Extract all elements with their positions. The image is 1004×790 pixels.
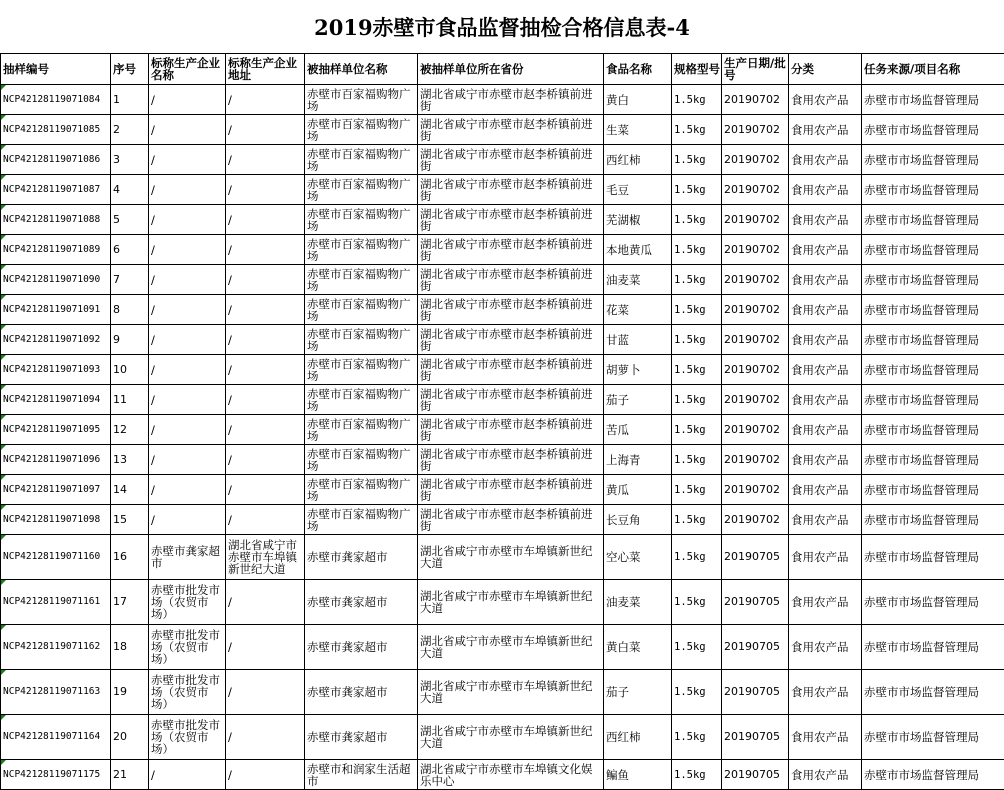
table-row: [1, 355, 1004, 385]
cell-unit-addr: 湖北省咸宁市赤壁市赵李桥镇前进街: [418, 205, 604, 235]
cell-date: 20190705: [722, 535, 789, 580]
cell-code: NCP42128119071084: [1, 85, 111, 115]
cell-no: 19: [111, 670, 149, 715]
cell-unit: 赤壁市百家福购物广场: [305, 385, 418, 415]
header-cell: 食品名称: [604, 54, 672, 85]
cell-date: 20190705: [722, 625, 789, 670]
cell-no: 11: [111, 385, 149, 415]
cell-mfr-addr: /: [226, 205, 305, 235]
table-row: [1, 535, 1004, 580]
cell-food: 上海青: [604, 445, 672, 475]
cell-unit-addr: 湖北省咸宁市赤壁市赵李桥镇前进街: [418, 385, 604, 415]
cell-no: 14: [111, 475, 149, 505]
cell-unit: 赤壁市百家福购物广场: [305, 505, 418, 535]
cell-spec: 1.5kg: [672, 115, 722, 145]
cell-date: 20190702: [722, 85, 789, 115]
cell-unit: 赤壁市百家福购物广场: [305, 355, 418, 385]
cell-unit-addr: 湖北省咸宁市赤壁市车埠镇新世纪大道: [418, 715, 604, 760]
header-cell: 被抽样单位所在省份: [418, 54, 604, 85]
cell-date: 20190702: [722, 475, 789, 505]
cell-mfr: /: [149, 235, 226, 265]
cell-no: 1: [111, 85, 149, 115]
cell-unit: 赤壁市龚家超市: [305, 625, 418, 670]
header-cell: 任务来源/项目名称: [862, 54, 1004, 85]
cell-source: 赤壁市市场监督管理局: [862, 265, 1004, 295]
cell-source: 赤壁市市场监督管理局: [862, 715, 1004, 760]
cell-source: 赤壁市市场监督管理局: [862, 670, 1004, 715]
cell-unit-addr: 湖北省咸宁市赤壁市赵李桥镇前进街: [418, 175, 604, 205]
cell-mfr-addr: /: [226, 580, 305, 625]
header-row: [1, 54, 1004, 85]
table-row: [1, 385, 1004, 415]
cell-source: 赤壁市市场监督管理局: [862, 235, 1004, 265]
cell-unit: 赤壁市百家福购物广场: [305, 265, 418, 295]
cell-category: 食用农产品: [789, 295, 862, 325]
cell-date: 20190702: [722, 355, 789, 385]
cell-food: 茄子: [604, 385, 672, 415]
cell-no: 4: [111, 175, 149, 205]
cell-mfr: 赤壁市批发市场（农贸市场）: [149, 670, 226, 715]
cell-spec: 1.5kg: [672, 670, 722, 715]
cell-source: 赤壁市市场监督管理局: [862, 85, 1004, 115]
cell-unit-addr: 湖北省咸宁市赤壁市赵李桥镇前进街: [418, 325, 604, 355]
cell-unit: 赤壁市百家福购物广场: [305, 415, 418, 445]
cell-category: 食用农产品: [789, 535, 862, 580]
cell-code: NCP42128119071089: [1, 235, 111, 265]
cell-mfr: 赤壁市批发市场（农贸市场）: [149, 715, 226, 760]
cell-category: 食用农产品: [789, 205, 862, 235]
cell-spec: 1.5kg: [672, 385, 722, 415]
cell-source: 赤壁市市场监督管理局: [862, 535, 1004, 580]
cell-food: 胡萝卜: [604, 355, 672, 385]
header-cell: 被抽样单位名称: [305, 54, 418, 85]
cell-spec: 1.5kg: [672, 715, 722, 760]
cell-food: 芜湖椒: [604, 205, 672, 235]
cell-mfr: /: [149, 445, 226, 475]
cell-source: 赤壁市市场监督管理局: [862, 415, 1004, 445]
cell-date: 20190702: [722, 235, 789, 265]
cell-source: 赤壁市市场监督管理局: [862, 115, 1004, 145]
cell-spec: 1.5kg: [672, 505, 722, 535]
cell-category: 食用农产品: [789, 385, 862, 415]
cell-unit: 赤壁市百家福购物广场: [305, 145, 418, 175]
table-row: [1, 325, 1004, 355]
header-cell: 标称生产企业名称: [149, 54, 226, 85]
cell-no: 16: [111, 535, 149, 580]
cell-mfr-addr: /: [226, 415, 305, 445]
cell-category: 食用农产品: [789, 670, 862, 715]
cell-spec: 1.5kg: [672, 580, 722, 625]
cell-food: 西红柿: [604, 715, 672, 760]
cell-source: 赤壁市市场监督管理局: [862, 625, 1004, 670]
header-cell: 序号: [111, 54, 149, 85]
cell-code: NCP42128119071163: [1, 670, 111, 715]
cell-unit: 赤壁市百家福购物广场: [305, 445, 418, 475]
cell-spec: 1.5kg: [672, 325, 722, 355]
table-row: [1, 115, 1004, 145]
cell-food: 花菜: [604, 295, 672, 325]
cell-category: 食用农产品: [789, 325, 862, 355]
cell-category: 食用农产品: [789, 445, 862, 475]
cell-no: 7: [111, 265, 149, 295]
cell-spec: 1.5kg: [672, 265, 722, 295]
cell-date: 20190705: [722, 580, 789, 625]
cell-source: 赤壁市市场监督管理局: [862, 445, 1004, 475]
cell-date: 20190702: [722, 145, 789, 175]
cell-category: 食用农产品: [789, 85, 862, 115]
cell-food: 茄子: [604, 670, 672, 715]
cell-code: NCP42128119071175: [1, 760, 111, 790]
inspection-table: [0, 53, 1004, 790]
table-row: [1, 580, 1004, 625]
cell-food: 西红柿: [604, 145, 672, 175]
cell-date: 20190705: [722, 670, 789, 715]
table-body: [1, 85, 1004, 790]
cell-source: 赤壁市市场监督管理局: [862, 760, 1004, 790]
cell-category: 食用农产品: [789, 415, 862, 445]
cell-food: 黄白: [604, 85, 672, 115]
cell-source: 赤壁市市场监督管理局: [862, 325, 1004, 355]
cell-mfr-addr: 湖北省咸宁市赤壁市车埠镇新世纪大道: [226, 535, 305, 580]
cell-unit-addr: 湖北省咸宁市赤壁市赵李桥镇前进街: [418, 235, 604, 265]
table-row: [1, 760, 1004, 790]
cell-code: NCP42128119071091: [1, 295, 111, 325]
cell-unit: 赤壁市龚家超市: [305, 670, 418, 715]
cell-mfr: /: [149, 325, 226, 355]
cell-code: NCP42128119071164: [1, 715, 111, 760]
cell-food: 鳊鱼: [604, 760, 672, 790]
cell-spec: 1.5kg: [672, 355, 722, 385]
cell-unit-addr: 湖北省咸宁市赤壁市赵李桥镇前进街: [418, 145, 604, 175]
cell-spec: 1.5kg: [672, 175, 722, 205]
cell-mfr: /: [149, 355, 226, 385]
cell-unit: 赤壁市百家福购物广场: [305, 115, 418, 145]
cell-no: 8: [111, 295, 149, 325]
cell-code: NCP42128119071090: [1, 265, 111, 295]
cell-code: NCP42128119071098: [1, 505, 111, 535]
cell-source: 赤壁市市场监督管理局: [862, 385, 1004, 415]
cell-unit: 赤壁市龚家超市: [305, 535, 418, 580]
cell-mfr: /: [149, 145, 226, 175]
cell-food: 生菜: [604, 115, 672, 145]
cell-category: 食用农产品: [789, 580, 862, 625]
cell-mfr: /: [149, 265, 226, 295]
cell-date: 20190702: [722, 505, 789, 535]
table-row: [1, 625, 1004, 670]
table-row: [1, 235, 1004, 265]
cell-source: 赤壁市市场监督管理局: [862, 145, 1004, 175]
cell-code: NCP42128119071086: [1, 145, 111, 175]
cell-mfr-addr: /: [226, 85, 305, 115]
cell-food: 苦瓜: [604, 415, 672, 445]
cell-no: 10: [111, 355, 149, 385]
cell-date: 20190702: [722, 265, 789, 295]
cell-category: 食用农产品: [789, 175, 862, 205]
cell-no: 12: [111, 415, 149, 445]
cell-no: 15: [111, 505, 149, 535]
table-row: [1, 505, 1004, 535]
cell-food: 油麦菜: [604, 265, 672, 295]
cell-unit: 赤壁市百家福购物广场: [305, 175, 418, 205]
cell-mfr: 赤壁市批发市场（农贸市场）: [149, 625, 226, 670]
cell-food: 甘蓝: [604, 325, 672, 355]
cell-unit: 赤壁市龚家超市: [305, 580, 418, 625]
cell-source: 赤壁市市场监督管理局: [862, 205, 1004, 235]
cell-date: 20190702: [722, 385, 789, 415]
table-row: [1, 295, 1004, 325]
cell-food: 黄白菜: [604, 625, 672, 670]
cell-unit-addr: 湖北省咸宁市赤壁市车埠镇新世纪大道: [418, 625, 604, 670]
cell-mfr: /: [149, 505, 226, 535]
cell-unit-addr: 湖北省咸宁市赤壁市赵李桥镇前进街: [418, 475, 604, 505]
cell-code: NCP42128119071160: [1, 535, 111, 580]
cell-unit-addr: 湖北省咸宁市赤壁市赵李桥镇前进街: [418, 355, 604, 385]
table-row: [1, 175, 1004, 205]
cell-code: NCP42128119071161: [1, 580, 111, 625]
cell-spec: 1.5kg: [672, 475, 722, 505]
cell-no: 6: [111, 235, 149, 265]
cell-code: NCP42128119071092: [1, 325, 111, 355]
cell-mfr-addr: /: [226, 505, 305, 535]
cell-no: 9: [111, 325, 149, 355]
cell-category: 食用农产品: [789, 265, 862, 295]
table-row: [1, 670, 1004, 715]
cell-date: 20190702: [722, 205, 789, 235]
cell-code: NCP42128119071085: [1, 115, 111, 145]
cell-unit-addr: 湖北省咸宁市赤壁市车埠镇新世纪大道: [418, 580, 604, 625]
page-title: 2019赤壁市食品监督抽检合格信息表-4: [314, 14, 690, 40]
cell-mfr-addr: /: [226, 385, 305, 415]
cell-category: 食用农产品: [789, 760, 862, 790]
header-cell: 分类: [789, 54, 862, 85]
cell-code: NCP42128119071087: [1, 175, 111, 205]
cell-unit-addr: 湖北省咸宁市赤壁市赵李桥镇前进街: [418, 85, 604, 115]
cell-spec: 1.5kg: [672, 535, 722, 580]
cell-unit-addr: 湖北省咸宁市赤壁市赵李桥镇前进街: [418, 505, 604, 535]
table-row: [1, 715, 1004, 760]
cell-unit-addr: 湖北省咸宁市赤壁市赵李桥镇前进街: [418, 445, 604, 475]
cell-spec: 1.5kg: [672, 760, 722, 790]
cell-mfr: 赤壁市龚家超市: [149, 535, 226, 580]
cell-mfr-addr: /: [226, 235, 305, 265]
cell-unit: 赤壁市和润家生活超市: [305, 760, 418, 790]
cell-category: 食用农产品: [789, 625, 862, 670]
cell-unit-addr: 湖北省咸宁市赤壁市车埠镇新世纪大道: [418, 670, 604, 715]
cell-no: 17: [111, 580, 149, 625]
cell-unit-addr: 湖北省咸宁市赤壁市赵李桥镇前进街: [418, 265, 604, 295]
cell-source: 赤壁市市场监督管理局: [862, 355, 1004, 385]
cell-source: 赤壁市市场监督管理局: [862, 505, 1004, 535]
cell-category: 食用农产品: [789, 115, 862, 145]
cell-mfr: /: [149, 175, 226, 205]
cell-food: 本地黄瓜: [604, 235, 672, 265]
cell-mfr-addr: /: [226, 325, 305, 355]
cell-date: 20190702: [722, 175, 789, 205]
cell-spec: 1.5kg: [672, 445, 722, 475]
cell-food: 毛豆: [604, 175, 672, 205]
cell-mfr: 赤壁市批发市场（农贸市场）: [149, 580, 226, 625]
cell-category: 食用农产品: [789, 145, 862, 175]
cell-mfr: /: [149, 205, 226, 235]
cell-no: 2: [111, 115, 149, 145]
header-cell: 规格型号: [672, 54, 722, 85]
cell-date: 20190705: [722, 760, 789, 790]
cell-source: 赤壁市市场监督管理局: [862, 175, 1004, 205]
cell-no: 18: [111, 625, 149, 670]
cell-code: NCP42128119071088: [1, 205, 111, 235]
cell-mfr: /: [149, 415, 226, 445]
cell-date: 20190702: [722, 325, 789, 355]
cell-unit-addr: 湖北省咸宁市赤壁市赵李桥镇前进街: [418, 115, 604, 145]
cell-category: 食用农产品: [789, 355, 862, 385]
cell-no: 3: [111, 145, 149, 175]
cell-date: 20190702: [722, 445, 789, 475]
cell-mfr-addr: /: [226, 355, 305, 385]
table-row: [1, 445, 1004, 475]
cell-code: NCP42128119071097: [1, 475, 111, 505]
cell-category: 食用农产品: [789, 505, 862, 535]
cell-unit: 赤壁市百家福购物广场: [305, 475, 418, 505]
cell-no: 21: [111, 760, 149, 790]
cell-mfr: /: [149, 115, 226, 145]
cell-mfr-addr: /: [226, 625, 305, 670]
header-cell: 抽样编号: [1, 54, 111, 85]
cell-food: 黄瓜: [604, 475, 672, 505]
cell-spec: 1.5kg: [672, 205, 722, 235]
cell-category: 食用农产品: [789, 235, 862, 265]
cell-unit-addr: 湖北省咸宁市赤壁市车埠镇新世纪大道: [418, 535, 604, 580]
cell-date: 20190702: [722, 115, 789, 145]
table-row: [1, 205, 1004, 235]
cell-food: 油麦菜: [604, 580, 672, 625]
table-row: [1, 145, 1004, 175]
cell-no: 5: [111, 205, 149, 235]
cell-source: 赤壁市市场监督管理局: [862, 295, 1004, 325]
header-cell: 标称生产企业地址: [226, 54, 305, 85]
cell-code: NCP42128119071162: [1, 625, 111, 670]
cell-mfr: /: [149, 295, 226, 325]
cell-mfr-addr: /: [226, 670, 305, 715]
cell-date: 20190702: [722, 295, 789, 325]
cell-mfr: /: [149, 475, 226, 505]
cell-category: 食用农产品: [789, 715, 862, 760]
cell-unit: 赤壁市百家福购物广场: [305, 295, 418, 325]
cell-date: 20190705: [722, 715, 789, 760]
cell-mfr-addr: /: [226, 115, 305, 145]
table-row: [1, 415, 1004, 445]
cell-code: NCP42128119071093: [1, 355, 111, 385]
cell-food: 长豆角: [604, 505, 672, 535]
cell-unit-addr: 湖北省咸宁市赤壁市赵李桥镇前进街: [418, 295, 604, 325]
cell-mfr: /: [149, 385, 226, 415]
cell-unit: 赤壁市百家福购物广场: [305, 235, 418, 265]
cell-date: 20190702: [722, 415, 789, 445]
cell-mfr-addr: /: [226, 715, 305, 760]
cell-source: 赤壁市市场监督管理局: [862, 475, 1004, 505]
table-row: [1, 265, 1004, 295]
header-cell: 生产日期/批号: [722, 54, 789, 85]
table-row: [1, 85, 1004, 115]
cell-mfr-addr: /: [226, 175, 305, 205]
cell-mfr: /: [149, 85, 226, 115]
cell-no: 13: [111, 445, 149, 475]
cell-code: NCP42128119071094: [1, 385, 111, 415]
cell-spec: 1.5kg: [672, 145, 722, 175]
cell-food: 空心菜: [604, 535, 672, 580]
cell-mfr-addr: /: [226, 145, 305, 175]
cell-unit: 赤壁市百家福购物广场: [305, 85, 418, 115]
cell-mfr-addr: /: [226, 295, 305, 325]
cell-spec: 1.5kg: [672, 295, 722, 325]
cell-spec: 1.5kg: [672, 415, 722, 445]
cell-unit-addr: 湖北省咸宁市赤壁市车埠镇文化娱乐中心: [418, 760, 604, 790]
cell-unit: 赤壁市百家福购物广场: [305, 205, 418, 235]
cell-mfr-addr: /: [226, 445, 305, 475]
table-row: [1, 475, 1004, 505]
cell-spec: 1.5kg: [672, 625, 722, 670]
cell-mfr: /: [149, 760, 226, 790]
cell-unit-addr: 湖北省咸宁市赤壁市赵李桥镇前进街: [418, 415, 604, 445]
cell-source: 赤壁市市场监督管理局: [862, 580, 1004, 625]
cell-code: NCP42128119071096: [1, 445, 111, 475]
cell-mfr-addr: /: [226, 265, 305, 295]
cell-category: 食用农产品: [789, 475, 862, 505]
cell-spec: 1.5kg: [672, 235, 722, 265]
cell-no: 20: [111, 715, 149, 760]
cell-mfr-addr: /: [226, 760, 305, 790]
cell-unit: 赤壁市龚家超市: [305, 715, 418, 760]
cell-spec: 1.5kg: [672, 85, 722, 115]
cell-mfr-addr: /: [226, 475, 305, 505]
cell-unit: 赤壁市百家福购物广场: [305, 325, 418, 355]
cell-code: NCP42128119071095: [1, 415, 111, 445]
